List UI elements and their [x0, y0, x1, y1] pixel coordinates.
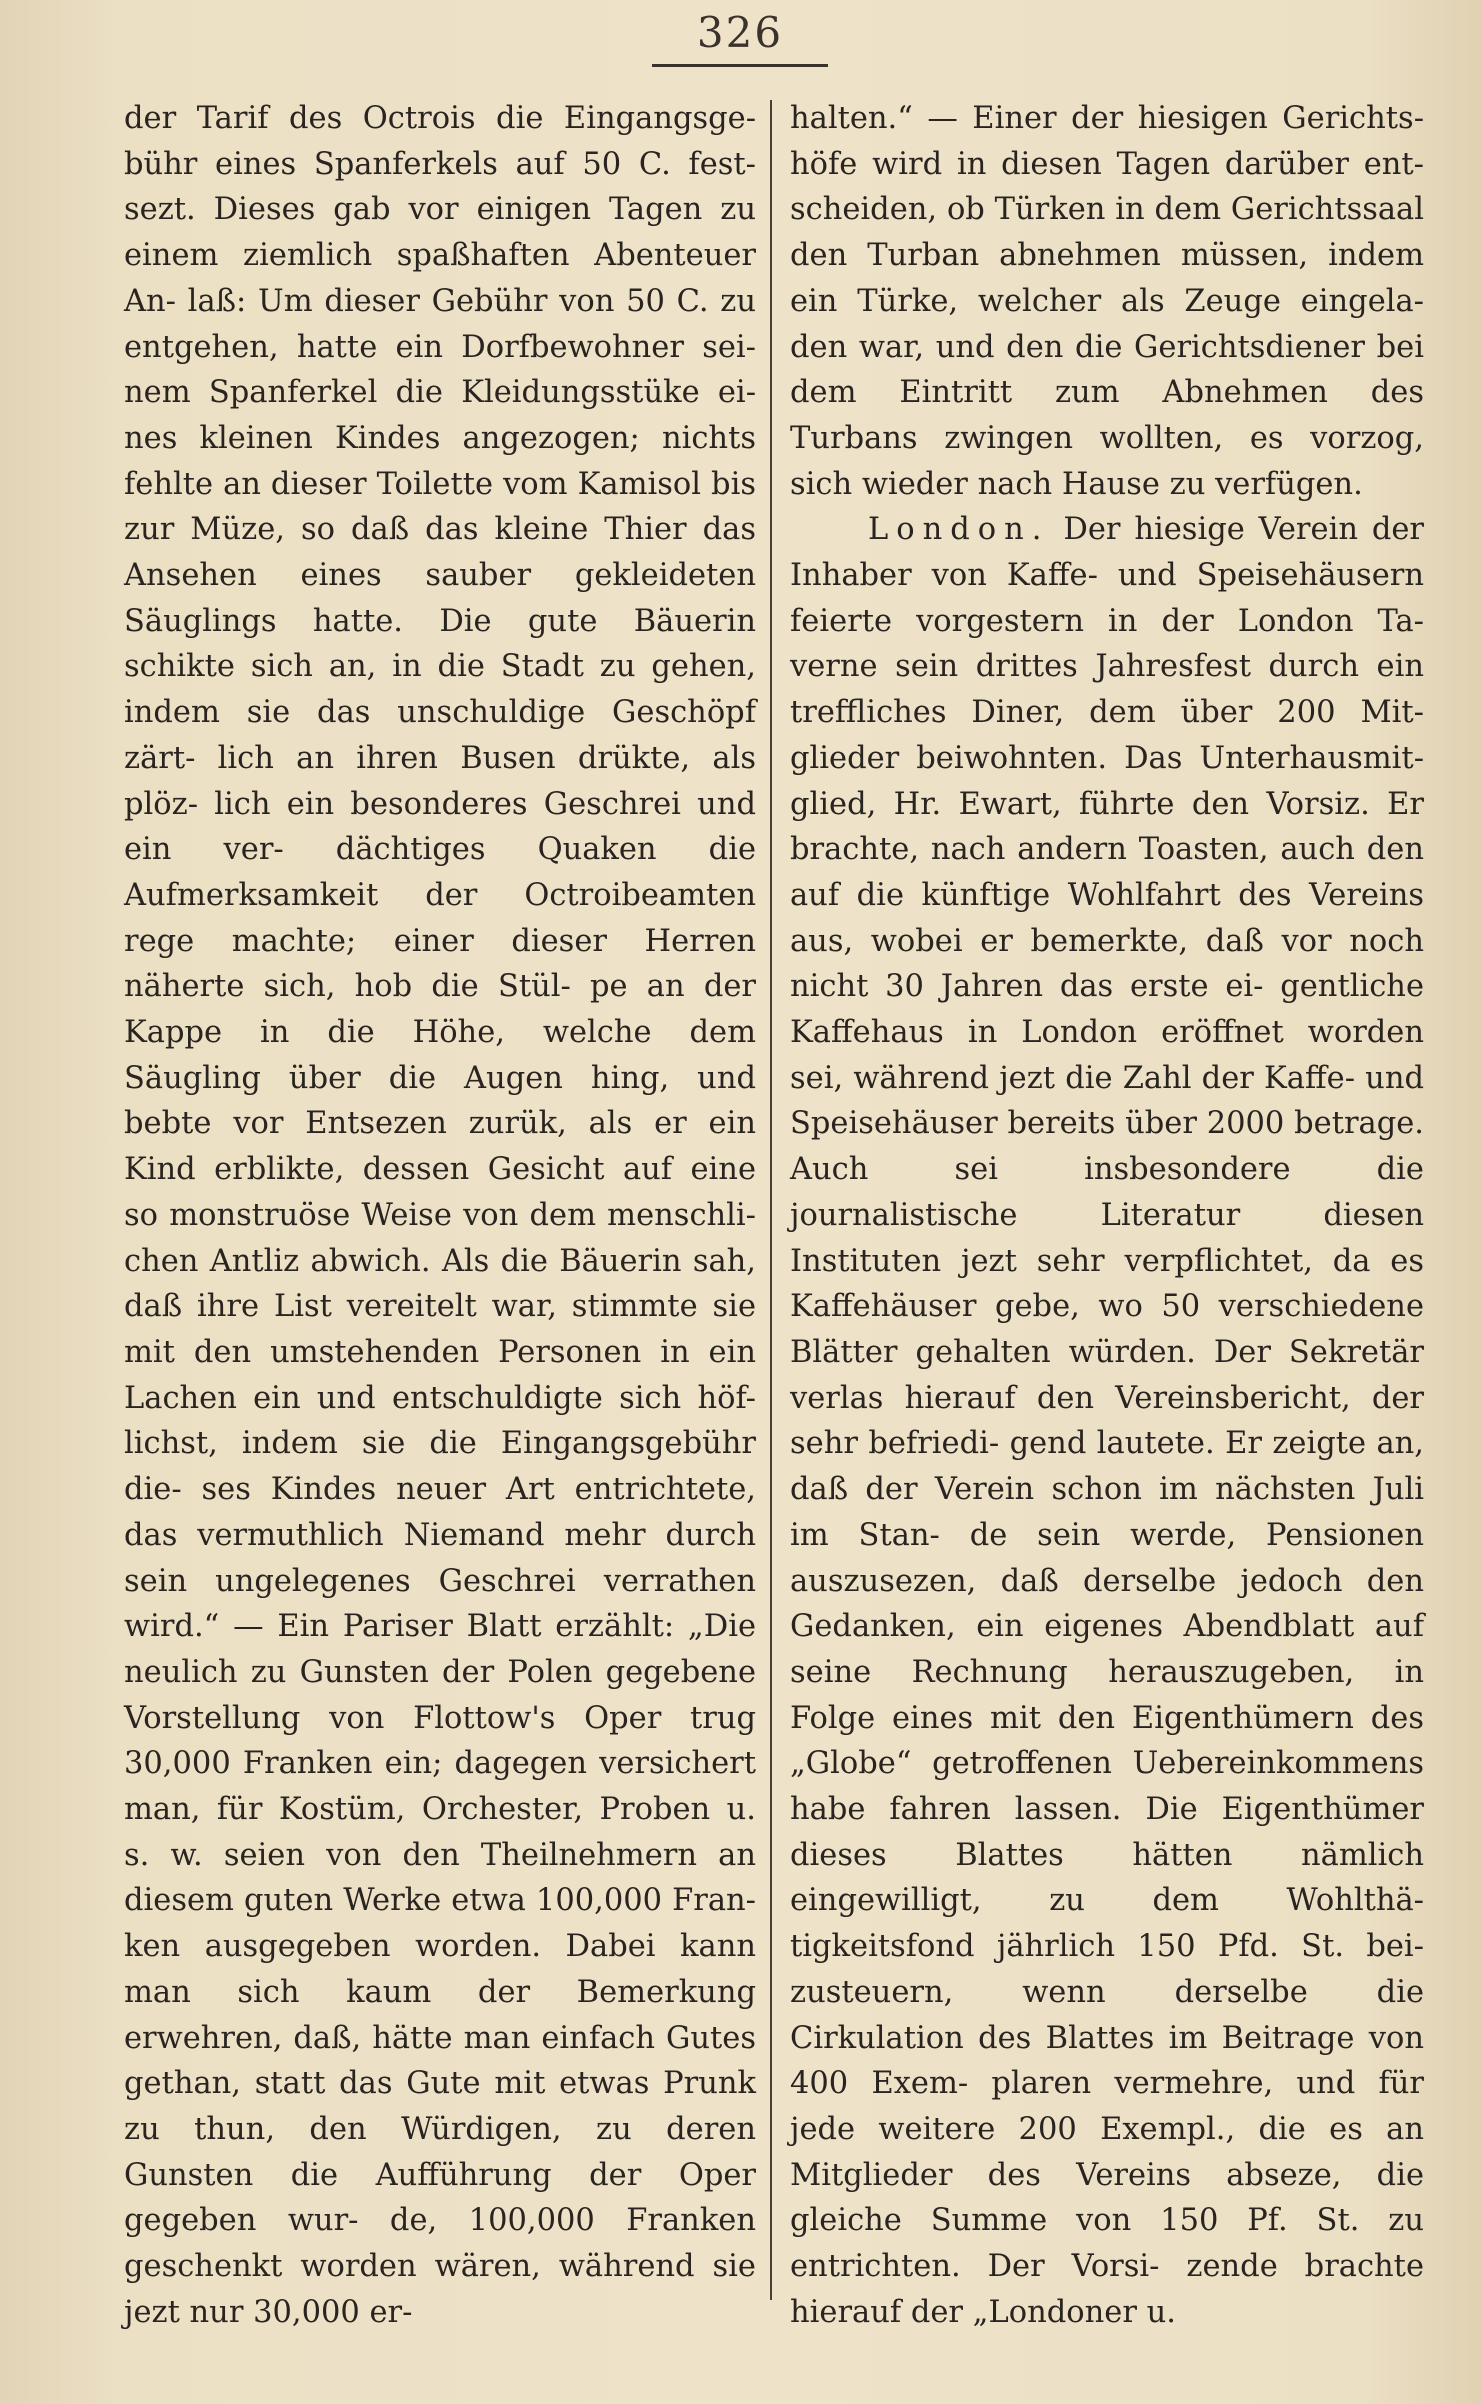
page-number: 326 [696, 8, 784, 57]
right-column-paragraph-1: halten.“ — Einer der hiesigen Gerichts- höfe wird in diesen Tagen darüber ent- scheiden, ob Türken in dem Gerichtssaal den Turban abnehmen müssen, indem ein Türke, welcher als Zeuge eingela- den war, und den die Gerichtsdiener bei dem Eintritt zum Abnehmen des Turbans zwingen wollten, es vorzog, sich wieder nach Hause zu verfügen. [790, 101, 1424, 502]
dateline-london: London. [868, 512, 1050, 548]
left-column-paragraph: der Tarif des Octrois die Eingangsge- bühr eines Spanferkels auf 50 C. fest- sezt. Dieses gab vor einigen Tagen zu einem ziemlich spaßhaften Abenteuer An- laß: Um dieser Gebühr von 50 C. zu entgehen, hatte ein Dorfbewohner sei- nem Spanferkel die Kleidungsstüke ei- nes kleinen Kindes angezogen; nichts fehlte an dieser Toilette vom Kamisol bis zur Müze, so daß das kleine Thier das Ansehen eines sauber gekleideten Säuglings hatte. Die gute Bäuerin schikte sich an, in die Stadt zu gehen, indem sie das unschuldige Geschöpf zärt- lich an ihren Busen drükte, als plöz- lich ein besonderes Geschrei und ein ver- dächtiges Quaken die Aufmerksamkeit der Octroibeamten rege machte; einer dieser Herren näherte sich, hob die Stül- pe an der Kappe in die Höhe, welche dem Säugling über die Augen hing, und bebte vor Entsezen zurük, als er ein Kind erblikte, dessen Gesicht auf eine so monstruöse Weise von dem menschli- chen Antliz abwich. Als die Bäuerin sah, daß ihre List vereitelt war, stimmte sie mit den umstehenden Personen in ein Lachen ein und entschuldigte sich höf- lichst, indem sie die Eingangsgebühr die- ses Kindes neuer Art entrichtete, das vermuthlich Niemand mehr durch sein ungelegenes Geschrei verrathen wird.“ — Ein Pariser Blatt erzählt: „Die neulich zu Gunsten der Polen gegebene Vorstellung von Flottow's Oper trug 30,000 Franken ein; dagegen versichert man, für Kostüm, Orchester, Proben u. s. w. seien von den Theilnehmern an diesem guten Werke etwa 100,000 Fran- ken ausgegeben worden. Dabei kann man sich kaum der Bemerkung erwehren, daß, hätte man einfach Gutes gethan, statt das Gute mit etwas Prunk zu thun, den Würdigen, zu deren Gunsten die Aufführung der Oper gegeben wur- de, 100,000 Franken geschenkt worden wären, während sie jezt nur 30,000 er- [124, 101, 756, 2330]
header-rule [652, 64, 828, 67]
left-column [124, 96, 756, 2335]
right-column-paragraph-2: Der hiesige Verein der Inhaber von Kaffe- und Speisehäusern feierte vorgestern in der London Ta- verne sein drittes Jahresfest durch ein treffliches Diner, dem über 200 Mit- glieder beiwohnten. Das Unterhausmit- glied, Hr. Ewart, führte den Vorsiz. Er brachte, nach andern Toasten, auch den auf die künftige Wohlfahrt des Vereins aus, wobei er bemerkte, daß vor noch nicht 30 Jahren das erste ei- gentliche Kaffehaus in London eröffnet worden sei, während jezt die Zahl der Kaffe- und Speisehäuser bereits über 2000 betrage. Auch sei insbesondere die journalistische Literatur diesen Instituten jezt sehr verpflichtet, da es Kaffehäuser gebe, wo 50 verschiedene Blätter gehalten würden. Der Sekretär verlas hierauf den Vereinsbericht, der sehr befriedi- gend lautete. Er zeigte an, daß der Verein schon im nächsten Juli im Stan- de sein werde, Pensionen auszusezen, daß derselbe jedoch den Gedanken, ein eigenes Abendblatt auf seine Rechnung herauszugeben, in Folge eines mit den Eigenthümern des „Globe“ getroffenen Uebereinkommens habe fahren lassen. Die Eigenthümer dieses Blattes hätten nämlich eingewilligt, zu dem Wohlthä- tigkeitsfond jährlich 150 Pfd. St. bei- zusteuern, wenn derselbe die Cirkulation des Blattes im Beitrage von 400 Exem- plaren vermehre, und für jede weitere 200 Exempl., die es an Mitglieder des Vereins abseze, die gleiche Summe von 150 Pf. St. zu entrichten. Der Vorsi- zende brachte hierauf der „Londoner u. [790, 512, 1424, 2330]
right-column [790, 96, 1424, 2335]
column-divider [770, 100, 772, 2300]
london-article [790, 507, 1424, 2335]
